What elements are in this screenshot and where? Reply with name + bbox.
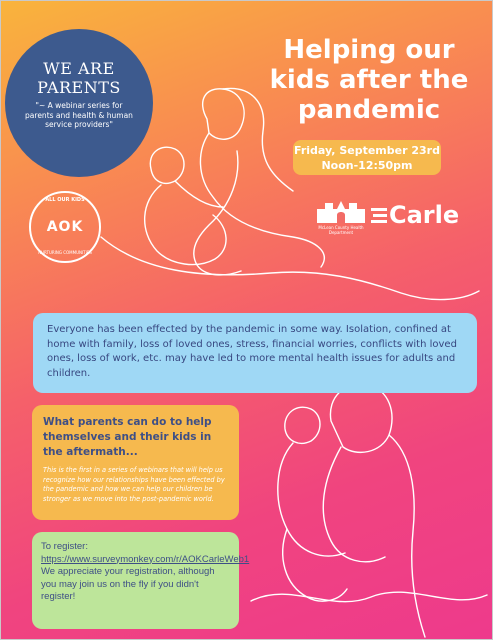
father-arm-outline <box>323 447 385 562</box>
floor-line <box>101 237 479 300</box>
register-link[interactable]: https://www.surveymonkey.com/r/AOKCarleWeb1 <box>41 553 250 565</box>
carle-logo <box>371 201 460 229</box>
register-note: We appreciate your registration, although you may join us on the fly if you didn't register! <box>41 566 215 602</box>
intro-box <box>33 313 477 393</box>
headline-line1: Helping our <box>283 35 455 65</box>
topic-body: This is the first in a series of webinars that will help us recognize how our relationships have been effected by the pandemic and how we can help our children be stronger as we move into the post-pandemic world. <box>43 466 225 503</box>
badge-title-line2: PARENTS <box>37 78 121 97</box>
carle-wordmark: Carle <box>389 201 460 229</box>
wave-line <box>251 592 487 602</box>
topic-title: What parents can do to help themselves and their kids in the aftermath... <box>43 416 212 458</box>
headline-line2: kids after the <box>269 65 469 95</box>
mclean-county-logo <box>315 199 367 239</box>
headline-line3: pandemic <box>297 95 441 125</box>
child2-head-outline <box>285 407 320 443</box>
register-label: To register: <box>41 541 88 552</box>
child2-leg-outline <box>283 529 347 601</box>
event-date-pill <box>293 140 441 175</box>
register-box <box>32 532 250 629</box>
mother-head-outline <box>203 89 244 139</box>
headline <box>251 35 487 125</box>
father-head-outline <box>330 384 392 452</box>
child-body-outline <box>145 185 226 265</box>
event-time: Noon-12:50pm <box>321 159 413 172</box>
child-head-outline <box>150 147 184 183</box>
event-date: Friday, September 23rd <box>294 144 440 157</box>
aok-logo <box>29 191 101 263</box>
father-body-outline <box>389 435 425 637</box>
aok-bottom-text: NURTURING COMMUNITIES <box>38 250 92 255</box>
carle-mark-icon <box>371 201 387 229</box>
child-arm-outline <box>175 181 223 207</box>
we-are-parents-badge <box>5 29 153 177</box>
courthouse-icon <box>315 199 367 225</box>
intro-text: Everyone has been effected by the pandemic in some way. Isolation, confined at home with family, loss of loved ones, stress, financial worries, conflicts with loved ones, loss of work, etc. may have led to more mental health issues for adults and children. <box>47 324 457 379</box>
mclean-county-text: McLean County Health Department <box>318 225 364 235</box>
aok-ring-text: ALL OUR KIDS <box>45 197 85 203</box>
topic-box <box>32 405 239 520</box>
aok-letters: AOK <box>46 219 84 235</box>
badge-subtitle: "~ A webinar series for parents and health & human service providers" <box>25 101 133 129</box>
badge-title-line1: WE ARE <box>43 59 115 78</box>
